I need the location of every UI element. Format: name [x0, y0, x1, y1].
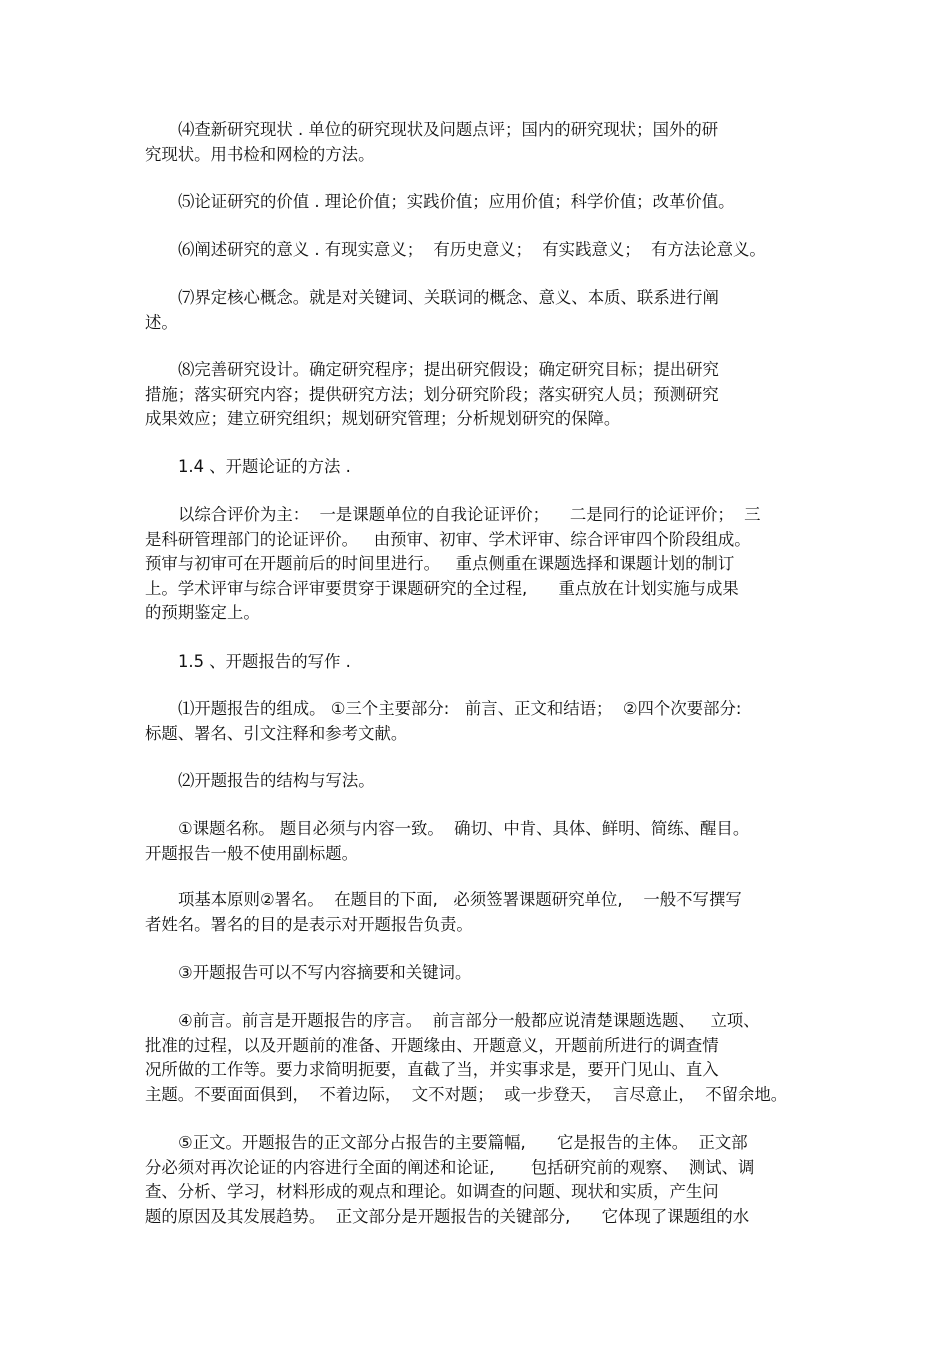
text-line: 是科研管理部门的论证评价。 由预审、初审、学术评审、综合评审四个阶段组成。 [145, 529, 751, 549]
paragraph-research-value [145, 190, 813, 215]
text-line: 分必须对再次论证的内容进行全面的阐述和论证, 包括研究前的观察、 测试、调 [145, 1157, 755, 1177]
text-line: 批准的过程，以及开题前的准备、开题缘由、开题意义，开题前所进行的调查情 [145, 1035, 719, 1055]
text-line: 预审与初审可在开题前后的时间里进行。 重点侧重在课题选择和课题计划的制订 [145, 554, 735, 573]
text-line: 的预期鉴定上。 [145, 603, 260, 622]
paragraph-research-status [145, 118, 813, 167]
section-heading-1-4: 1.4 、开题论证的方法 . [178, 457, 351, 476]
text-line: 项基本原则②署名。 在题目的下面, 必须签署课题研究单位, 一般不写撰写 [178, 890, 742, 909]
paragraph-core-concepts [145, 286, 813, 335]
text-line: 开题报告一般不使用副标题。 [145, 843, 359, 863]
text-line: ⑷查新研究现状 . 单位的研究现状及问题点评；国内的研究现状；国外的研 [178, 120, 719, 139]
text-line: 措施；落实研究内容；提供研究方法；划分研究阶段；落实研究人员；预测研究 [145, 384, 719, 404]
text-line: 以综合评价为主： 一是课题单位的自我论证评价； 二是同行的论证评价； 三 [178, 505, 761, 524]
text-line: ⑺界定核心概念。就是对关键词、关联词的概念、意义、本质、联系进行阐 [178, 288, 719, 307]
text-line: 主题。不要面面俱到， 不着边际， 文不对题； 或一步登天， 言尽意止， 不留余地。 [145, 1084, 788, 1104]
text-line: 标题、署名、引文注释和参考文献。 [145, 723, 408, 743]
paragraph-main-body [145, 1131, 813, 1229]
paragraph-evaluation-method [145, 503, 813, 626]
paragraph-report-structure [145, 769, 813, 794]
text-line: ⑹阐述研究的意义 . 有现实意义； 有历史意义； 有实践意义； 有方法论意义。 [178, 240, 766, 259]
text-line: ④前言。前言是开题报告的序言。 前言部分一般都应说清楚课题选题、 立项、 [178, 1011, 760, 1030]
text-line: ⑴开题报告的组成。 ①三个主要部分: 前言、正文和结语； ②四个次要部分: [178, 699, 742, 718]
text-line: 题的原因及其发展趋势。 正文部分是开题报告的关键部分, 它体现了课题组的水 [145, 1206, 750, 1226]
text-line: 究现状。用书检和网检的方法。 [145, 144, 375, 164]
text-line: 者姓名。署名的目的是表示对开题报告负责。 [145, 914, 473, 934]
text-line: ③开题报告可以不写内容摘要和关键词。 [178, 963, 472, 982]
paragraph-signature [145, 888, 813, 937]
text-line: 查、分析、学习，材料形成的观点和理论。如调查的问题、现状和实质，产生问 [145, 1182, 719, 1201]
paragraph-preface [145, 1009, 813, 1107]
section-heading-1-5: 1.5 、开题报告的写作 . [178, 652, 351, 671]
text-line: 况所做的工作等。要力求简明扼要，直截了当，并实事求是，要开门见山、直入 [145, 1060, 719, 1079]
paragraph-report-composition [145, 697, 813, 746]
paragraph-research-significance [145, 238, 813, 263]
text-line: ⑸论证研究的价值 . 理论价值；实践价值；应用价值；科学价值；改革价值。 [178, 192, 735, 211]
text-line: ⑵开题报告的结构与写法。 [178, 771, 375, 790]
text-line: ①课题名称。 题目必须与内容一致。 确切、中肯、具体、鲜明、简练、醒目。 [178, 819, 750, 838]
text-line: 上。学术评审与综合评审要贯穿于课题研究的全过程, 重点放在计划实施与成果 [145, 578, 739, 598]
text-line: 成果效应；建立研究组织；规划研究管理；分析规划研究的保障。 [145, 409, 621, 428]
paragraph-topic-title [145, 817, 813, 866]
text-line: ⑤正文。开题报告的正文部分占报告的主要篇幅, 它是报告的主体。 正文部 [178, 1133, 748, 1152]
paragraph-research-design [145, 358, 813, 432]
text-line: 述。 [145, 312, 178, 332]
text-line: ⑻完善研究设计。确定研究程序；提出研究假设；确定研究目标；提出研究 [178, 360, 719, 379]
paragraph-abstract-keywords [145, 961, 813, 986]
